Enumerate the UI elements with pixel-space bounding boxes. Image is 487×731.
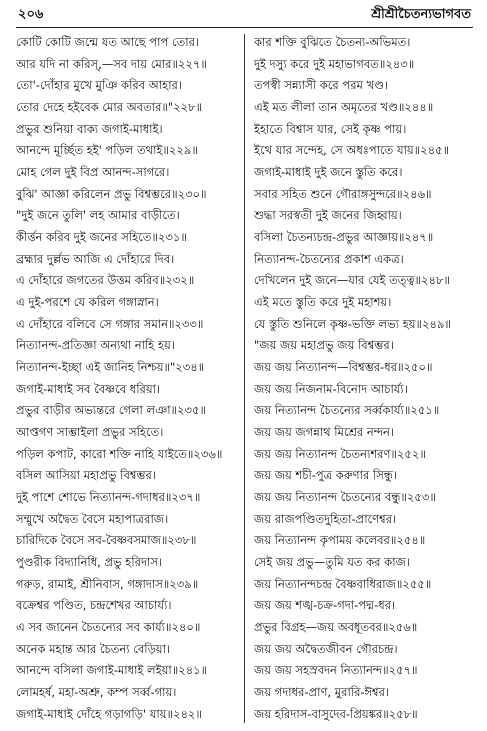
verse-line: প্রভুর বিগ্রহ—জয় অবধূতবর॥২৫৬॥ [254,620,418,635]
right-column [248,32,475,725]
verse-line: নিত্যানন্দ-চৈতন্যের প্রকাশ একত্র। [254,251,404,266]
verse-line: লোমহর্ষ, মহা-অশ্রু, কম্প সর্ব্ব-গায়। [16,685,177,700]
verse-line: "জয় জয় মহাপ্রভু জয় বিশ্বম্ভর। [254,338,394,353]
verse-line: কীর্ত্তন করিব দুই জনের সহিতে॥২৩১॥ [16,230,187,245]
verse-line: অনেক মহান্ত আর চৈতন্য বেড়িয়া। [16,641,171,656]
verse-line: জয় জয় নিত্যানন্দ চৈতন্যের বন্ধু॥২৫৩॥ [254,490,436,505]
verse-line: তো'-দোঁহার মুখে মুঞি করিব আহার। [16,78,182,93]
verse-line: জয় রাজপণ্ডিতদুহিতা-প্রাণেশ্বর। [254,511,397,526]
verse-line: এ সব জানেন চৈতন্যের সব কার্য্য॥২৪০॥ [16,620,201,635]
verse-line: তোর দেহে হইবেক মোর অবতার॥"২২৮॥ [16,100,203,115]
verse-line: জয় গদাধর-প্রাণ, মুরারি-ঈশ্বর। [254,685,390,700]
verse-line: জয় জয় সহস্রবদন নিত্যানন্দ॥২৫৭॥ [254,663,418,678]
verse-line: শুদ্ধা সরস্বতী দুই জনের জিহ্বায়। [254,208,402,223]
verse-line: জগাই-মাধাই সব বৈষ্ণবে ধরিয়া। [16,381,161,396]
page-number: ২০৬ [18,6,44,22]
verse-line: জগাই-মাধাই দোঁহে গড়াগড়ি' যায়॥২৪২॥ [16,706,202,721]
verse-line: ইহাতে বিশ্বাস যার, সেই কৃষ্ণ পায়। [254,121,407,136]
verse-line: বসিলা চৈতন্যচন্দ্র-প্রভুর আজ্ঞায়॥২৪৭॥ [254,230,434,245]
verse-line: নিত্যানন্দ-প্রতিজ্ঞা অন্যথা নাহি হয়। [16,338,175,353]
column-divider [244,34,245,723]
verse-line: মোহ গেল দুই বিপ্র আনন্দ-সাগরে। [16,165,170,180]
verse-line: দেখিলেন দুই জনে—যার যেই তত্ত্ব॥২৪৮॥ [254,273,450,288]
verse-line: দুই দস্যু করে দুই মহাভাগবত॥২৪৩॥ [254,56,415,71]
verse-line: তপস্বী সন্ন্যাসী করে পরম খণ্ড। [254,78,388,93]
verse-line: সেই জয় প্রভু—তুমি যত কর কাজ। [254,555,410,570]
verse-line: পড়িল কপাট, কারো শক্তি নাহি যাইতে॥২৩৬॥ [16,446,223,461]
verse-line: আনন্দে মূর্চ্ছিত হই' পড়িল তথাই॥২২৯॥ [16,143,198,158]
verse-line: ব্রহ্মার দুর্ল্লভ আজি এ দোঁহারে দিব। [16,251,175,266]
verse-line: কোটি কোটি জন্মে যত আছে পাপ তোর। [16,35,200,49]
verse-line: চারিদিকে বৈসে সব-বৈষ্ণবসমাজ॥২৩৮॥ [16,533,197,548]
verse-line: কার শক্তি বুঝিতে চৈতন্য-অভিমত। [254,35,411,49]
verse-line: এ দুই-পরশে যে করিল গঙ্গাস্নান। [16,295,159,310]
verse-line: বক্রেশ্বর পণ্ডিত, চন্দ্রশেখর আচার্য্য। [16,598,172,613]
left-column [16,32,241,725]
page-header [18,4,471,26]
verse-line: প্রভুর বাড়ীর অভ্যন্তরে গেলা লঞা॥২৩৫॥ [16,403,206,418]
verse-line: জয় জয় জগন্নাথ মিশ্রের নন্দন। [254,425,394,440]
verse-line: নিত্যানন্দ-ইচ্ছা এই জানিহ নিশ্চয়॥"২৩৪॥ [16,360,205,375]
running-title: শ্রীশ্রীচৈতন্যভাগবত [371,6,471,22]
verse-line: জয় হরিদাস-বাসুদেব-প্রিয়ঙ্কর॥২৫৮॥ [254,706,418,721]
verse-line: জয় নিত্যানন্দ কৃপাময় কলেবর॥২৫৪॥ [254,533,426,548]
verse-line: বুঝি' আজ্ঞা করিলেন প্রভু বিশ্বম্ভরে॥২৩০॥ [16,186,207,201]
verse-line: এ দোঁহারে বলিবে সে গঙ্গার সমান॥২৩৩॥ [16,316,204,331]
verse-line: আপ্তগণ সাম্ভাইলা প্রভুর সহিতে। [16,425,164,440]
verse-line: আর যদি না করিস্,—সব দায় মোর॥২২৭॥ [16,56,207,71]
verse-line: প্রভুর শুনিয়া বাক্য জগাই-মাধাই। [16,121,163,136]
verse-line: গরুড়, রামাই, শ্রীনিবাস, গঙ্গাদাস॥২৩৯॥ [16,576,199,591]
header-rule [16,27,473,28]
verse-line: এ দোঁহারে জগতের উত্তম করিব॥২৩২॥ [16,273,195,288]
verse-line: জয় জয় নিজনাম-বিনোদ আচার্য্য। [254,381,408,396]
verse-line: জয় জয় শচী-পুত্র করুণার সিন্ধু। [254,468,398,483]
verse-line: দুই পাশে শোভে নিত্যানন্দ-গদাধর॥২৩৭॥ [16,490,201,505]
verse-line: জয় জয় নিত্যানন্দ—বিশ্বম্ভর-ধর॥২৫০॥ [254,360,433,375]
verse-line: যে স্তুতি শুনিলে কৃষ্ণ-ভক্তি লভ্য হয়॥২৪৯॥ [254,316,451,331]
text-columns [16,32,475,725]
verse-line: জয় নিত্যানন্দচন্দ্র বৈষ্ণবাধিরাজ॥২৫৫॥ [254,576,432,591]
verse-line: ইথে যার সন্দেহ, সে অধঃপাতে যায়॥২৪৫॥ [254,143,450,158]
verse-line: সবার সহিত শুনে গৌরাঙ্গসুন্দরে॥২৪৬॥ [254,186,432,201]
verse-line: "দুই জনে তুলি' লহ আমার বাড়ীতে। [16,208,180,223]
verse-line: জয় জয় শঙ্খ-চক্র-গদা-পদ্ম-ধর। [254,598,396,613]
verse-line: জয় নিত্যানন্দ চৈতন্যের সর্ব্বকার্য্য॥২৫১॥ [254,403,440,418]
verse-line: এই মতে স্তুতি করে দুই মহাশয়। [254,295,392,310]
verse-line: সম্মুখে অদ্বৈত বৈসে মহাপাত্ররাজ। [16,511,169,526]
verse-line: জয় জয় নিত্যানন্দ চৈতন্যশরণ॥২৫২॥ [254,446,426,461]
verse-line: জগাই-মাধাই দুই জনে স্তুতি করে। [254,165,403,180]
verse-line: বসিল আসিয়া মহাপ্রভু বিশ্বম্ভর। [16,468,156,483]
verse-line: আনন্দে বসিলা জগাই-মাধাই লইয়া॥২৪১॥ [16,663,208,678]
verse-line: জয় জয় অদ্বৈতজীবন গৌরচন্দ্র। [254,641,398,656]
verse-line: এই মত লীলা তান অমৃতের খণ্ড॥২৪৪॥ [254,100,434,115]
verse-line: পুণ্ডরীক বিদ্যানিধি, প্রভু হরিদাস। [16,555,163,570]
